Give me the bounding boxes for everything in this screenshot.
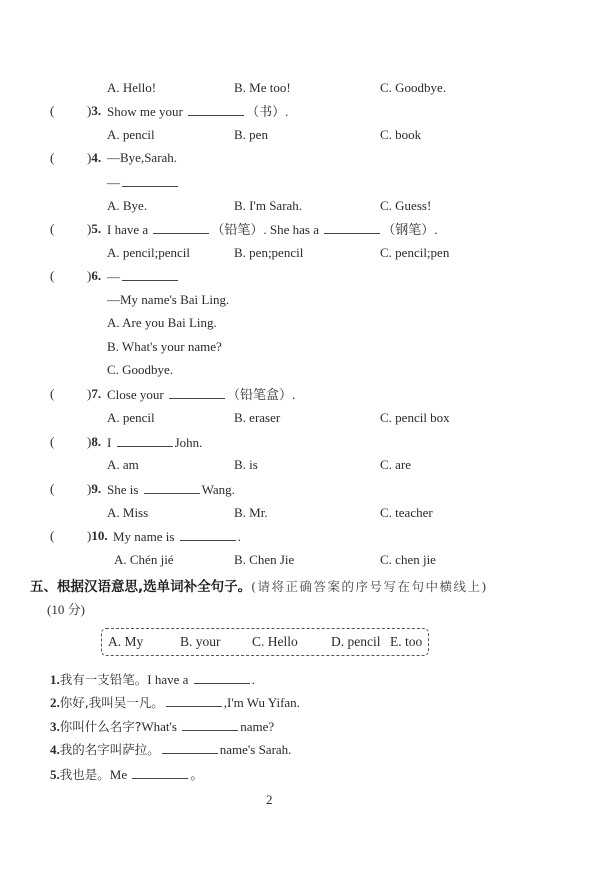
option-c[interactable]: C. pencil box bbox=[380, 410, 450, 425]
fill-item-4: 4.我的名字叫萨拉。 name's Sarah. bbox=[50, 742, 292, 757]
answer-blank[interactable] bbox=[169, 386, 225, 399]
option-c[interactable]: C. pencil;pen bbox=[380, 245, 450, 260]
option-b[interactable]: B. is bbox=[234, 457, 258, 472]
answer-paren-open[interactable]: ( bbox=[50, 386, 55, 401]
answer-paren-open[interactable]: ( bbox=[50, 268, 55, 283]
question-text: Close your （铅笔盒）. bbox=[107, 387, 296, 402]
question-text: — bbox=[107, 268, 180, 285]
option-b[interactable]: B. I'm Sarah. bbox=[234, 198, 303, 213]
answer-blank[interactable] bbox=[180, 528, 236, 541]
question-9 bbox=[0, 481, 560, 497]
answer-blank[interactable] bbox=[122, 268, 178, 281]
question-text: She is Wang. bbox=[107, 482, 235, 497]
fill-item-5: 5.我也是。Me 。 bbox=[50, 767, 204, 782]
option-b[interactable]: B. Mr. bbox=[234, 505, 268, 520]
word-bank-item: D. pencil bbox=[331, 634, 381, 649]
response-line: — bbox=[107, 174, 180, 191]
answer-blank[interactable] bbox=[324, 221, 380, 234]
word-bank-box bbox=[101, 628, 429, 656]
question-10 bbox=[0, 528, 560, 544]
answer-blank[interactable] bbox=[132, 766, 188, 779]
option-b[interactable]: B. Me too! bbox=[234, 80, 291, 95]
answer-paren-close: )7. bbox=[87, 386, 102, 401]
option-b[interactable]: B. pen bbox=[234, 127, 268, 142]
option-a[interactable]: A. Hello! bbox=[107, 80, 157, 95]
option-c[interactable]: C. book bbox=[380, 127, 422, 142]
question-5 bbox=[0, 221, 560, 237]
answer-paren-close: )4. bbox=[87, 150, 102, 165]
answer-blank[interactable] bbox=[162, 741, 218, 754]
answer-paren-open[interactable]: ( bbox=[50, 221, 55, 236]
fill-item-2: 2.你好,我叫吴一凡。 ,I'm Wu Yifan. bbox=[50, 695, 300, 710]
question-3 bbox=[0, 103, 560, 119]
option-a[interactable]: A. pencil bbox=[107, 127, 155, 142]
answer-paren-open[interactable]: ( bbox=[50, 103, 55, 118]
question-8 bbox=[0, 434, 560, 450]
page-number: 2 bbox=[266, 792, 273, 807]
question-text: I John. bbox=[107, 435, 203, 450]
answer-paren-close: )10. bbox=[87, 528, 108, 543]
fill-item-3: 3.你叫什么名字?What's name? bbox=[50, 719, 275, 734]
answer-blank[interactable] bbox=[166, 694, 222, 707]
word-bank-item: B. your bbox=[180, 634, 221, 649]
question-text: Show me your （书）. bbox=[107, 104, 289, 119]
option-a[interactable]: A. Miss bbox=[107, 505, 149, 520]
reply-text: —My name's Bai Ling. bbox=[107, 292, 230, 307]
option-c[interactable]: C. chen jie bbox=[380, 552, 436, 567]
question-4 bbox=[0, 150, 560, 166]
section-5-heading bbox=[30, 575, 488, 595]
option-c[interactable]: C. Guess! bbox=[380, 198, 432, 213]
answer-paren-open[interactable]: ( bbox=[50, 528, 55, 543]
fill-item-1: 1.我有一支铅笔。I have a . bbox=[50, 672, 255, 687]
answer-paren-close: )8. bbox=[87, 434, 102, 449]
answer-paren-close: )3. bbox=[87, 103, 102, 118]
section-score: (10 分) bbox=[47, 602, 85, 617]
answer-blank[interactable] bbox=[153, 221, 209, 234]
question-7 bbox=[0, 386, 560, 402]
answer-paren-open[interactable]: ( bbox=[50, 481, 55, 496]
answer-paren-open[interactable]: ( bbox=[50, 150, 55, 165]
option-c[interactable]: C. are bbox=[380, 457, 412, 472]
answer-paren-close: )6. bbox=[87, 268, 102, 283]
answer-blank[interactable] bbox=[194, 671, 250, 684]
option-a[interactable]: A. pencil;pencil bbox=[107, 245, 191, 260]
option-b[interactable]: B. What's your name? bbox=[107, 339, 222, 354]
word-bank-item: A. My bbox=[108, 634, 144, 649]
option-a[interactable]: A. pencil bbox=[107, 410, 155, 425]
option-c[interactable]: C. teacher bbox=[380, 505, 433, 520]
question-4-response bbox=[0, 174, 560, 190]
word-bank-item: E. too bbox=[390, 634, 423, 649]
answer-blank[interactable] bbox=[117, 434, 173, 447]
option-b[interactable]: B. eraser bbox=[234, 410, 281, 425]
answer-blank[interactable] bbox=[188, 103, 244, 116]
option-c[interactable]: C. Goodbye. bbox=[380, 80, 447, 95]
answer-paren-close: )9. bbox=[87, 481, 102, 496]
option-a[interactable]: A. Chén jié bbox=[114, 552, 174, 567]
option-a[interactable]: A. Bye. bbox=[107, 198, 148, 213]
section-title: 五、根据汉语意思,选单词补全句子。 bbox=[30, 579, 252, 595]
question-text: I have a （铅笔）. She has a （钢笔）. bbox=[107, 222, 438, 237]
option-b[interactable]: B. pen;pencil bbox=[234, 245, 304, 260]
answer-paren-close: )5. bbox=[87, 221, 102, 236]
answer-blank[interactable] bbox=[182, 718, 238, 731]
answer-blank[interactable] bbox=[144, 481, 200, 494]
section-instruction: (请将正确答案的序号写在句中横线上) bbox=[251, 579, 488, 594]
question-text: —Bye,Sarah. bbox=[107, 150, 178, 165]
question-text: My name is . bbox=[113, 529, 241, 544]
option-a[interactable]: A. Are you Bai Ling. bbox=[107, 315, 217, 330]
option-b[interactable]: B. Chen Jie bbox=[234, 552, 295, 567]
question-6 bbox=[0, 268, 560, 284]
word-bank-item: C. Hello bbox=[252, 634, 298, 649]
option-a[interactable]: A. am bbox=[107, 457, 139, 472]
answer-blank[interactable] bbox=[122, 174, 178, 187]
option-c[interactable]: C. Goodbye. bbox=[107, 362, 174, 377]
answer-paren-open[interactable]: ( bbox=[50, 434, 55, 449]
